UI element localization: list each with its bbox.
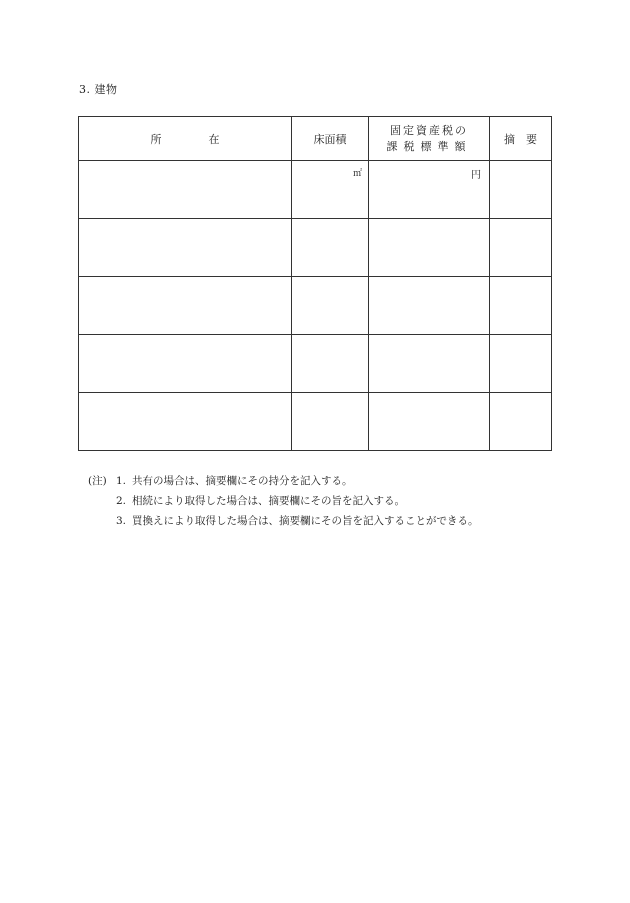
note-item [88, 471, 479, 491]
section-number: 3. [79, 83, 91, 96]
table-row [79, 335, 552, 393]
cell-location[interactable] [79, 393, 292, 451]
cell-tax-base[interactable] [369, 277, 490, 335]
cell-remarks[interactable] [490, 393, 552, 451]
cell-tax-base[interactable] [369, 335, 490, 393]
header-location: 所 在 [79, 117, 292, 161]
header-remarks: 摘 要 [490, 117, 552, 161]
cell-floor-area[interactable] [292, 161, 369, 219]
note-number: 3. [116, 515, 127, 527]
cell-floor-area[interactable] [292, 393, 369, 451]
header-tax-base [369, 117, 490, 161]
table-row [79, 393, 552, 451]
note-text: 相続により取得した場合は、摘要欄にその旨を記入する。 [132, 495, 405, 507]
cell-location[interactable] [79, 335, 292, 393]
cell-remarks[interactable] [490, 277, 552, 335]
header-tax-base-line2: 課税標準額 [386, 139, 472, 153]
section-heading: 建物 [94, 83, 118, 96]
buildings-table [78, 116, 552, 451]
cell-remarks[interactable] [490, 219, 552, 277]
table-header-row [79, 117, 552, 161]
note-number: 2. [116, 495, 127, 507]
section-title [79, 81, 118, 97]
cell-floor-area[interactable] [292, 219, 369, 277]
cell-tax-base[interactable] [369, 219, 490, 277]
cell-tax-base[interactable] [369, 393, 490, 451]
cell-tax-base[interactable] [369, 161, 490, 219]
table-row [79, 277, 552, 335]
cell-floor-area[interactable] [292, 335, 369, 393]
unit-yen: 円 [471, 170, 481, 181]
table-row [79, 219, 552, 277]
notes [88, 471, 479, 531]
cell-remarks[interactable] [490, 161, 552, 219]
cell-floor-area[interactable] [292, 277, 369, 335]
note-item [88, 511, 479, 531]
header-tax-base-line1: 固定資産税の [390, 123, 468, 137]
table-row [79, 161, 552, 219]
notes-prefix: (注) [88, 475, 107, 487]
cell-location[interactable] [79, 161, 292, 219]
note-number: 1. [116, 475, 127, 487]
note-text: 買換えにより取得した場合は、摘要欄にその旨を記入することができる。 [132, 515, 479, 527]
cell-remarks[interactable] [490, 335, 552, 393]
cell-location[interactable] [79, 219, 292, 277]
unit-square-meter: ㎡ [352, 169, 362, 179]
header-floor-area: 床面積 [292, 117, 369, 161]
note-text: 共有の場合は、摘要欄にその持分を記入する。 [132, 475, 353, 487]
note-item [88, 491, 479, 511]
cell-location[interactable] [79, 277, 292, 335]
